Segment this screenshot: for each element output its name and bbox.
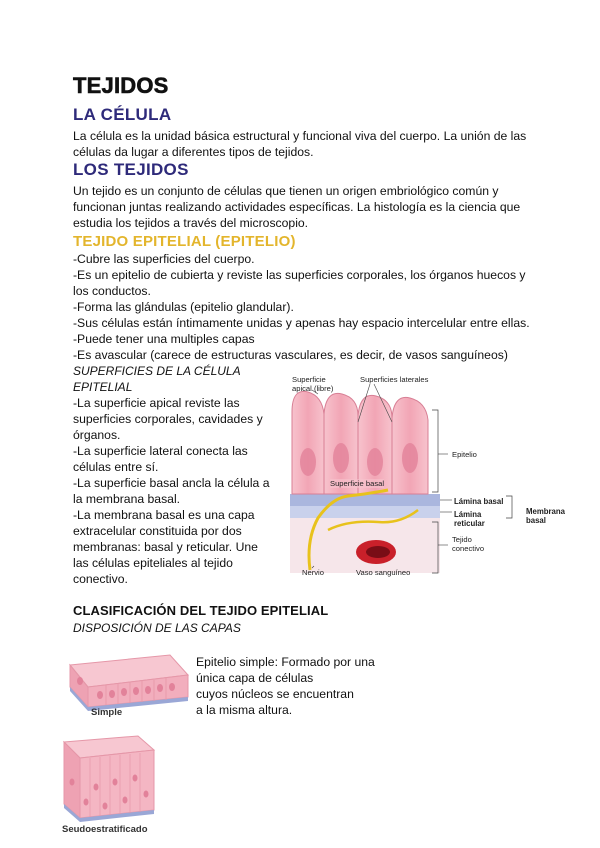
superficies-line-9: extracelular constituida por dos [73, 524, 242, 538]
section-heading-tejidos: LOS TEJIDOS [73, 160, 189, 179]
simple-line-3: cuyos núcleos se encuentran [196, 687, 354, 701]
pseudostratified-epithelium-illustration [58, 732, 158, 824]
epitelio-line-5: -Sus células están íntimamente unidas y apenas hay espacio intercelular entre ellas. [73, 316, 530, 330]
simple-epithelium-illustration [60, 645, 190, 723]
epitelio-line-7: -Es avascular (carece de estructuras vasculares, es decir, de vasos sanguíneos) [73, 348, 508, 362]
superficies-line-5: células entre sí. [73, 460, 159, 474]
label-vaso-sanguineo: Vaso sanguíneo [356, 568, 411, 577]
basal-lamina [290, 494, 440, 506]
superficies-line-12: conectivo. [73, 572, 128, 586]
celula-line-1: La célula es la unidad básica estructural y funcional viva del cuerpo. La unión de las [73, 129, 527, 143]
celula-line-2: células da lugar a diferentes tipos de tejidos. [73, 145, 314, 159]
section-heading-epitelio: TEJIDO EPITELIAL (EPITELIO) [73, 233, 296, 250]
reticular-lamina [290, 506, 440, 518]
pseudostratified-caption: Seudoestratificado [62, 824, 148, 835]
superficies-line-4: -La superficie lateral conecta las [73, 444, 248, 458]
simple-line-4: a la misma altura. [196, 703, 293, 717]
label-lamina-reticular-2: reticular [454, 519, 485, 528]
label-membrana-2: basal [526, 516, 546, 525]
clasificacion-heading: CLASIFICACIÓN DEL TEJIDO EPITELIAL [73, 603, 329, 618]
label-tejido-2: conectivo [452, 544, 485, 553]
superficies-line-8: -La membrana basal es una capa [73, 508, 255, 522]
label-epitelio: Epitelio [452, 450, 477, 459]
epithelial-cell-diagram [288, 370, 578, 585]
superficies-line-11: las células epiteliales al tejido [73, 556, 233, 570]
superficies-line-10: membranas: basal y reticular. Une [73, 540, 258, 554]
clasificacion-subheading: DISPOSICIÓN DE LAS CAPAS [73, 621, 241, 635]
label-superficie-basal: Superficie basal [330, 479, 385, 488]
label-apical-1: Superficie [292, 375, 326, 384]
simple-line-1: Epitelio simple: Formado por una [196, 655, 375, 669]
superficies-heading-2: EPITELIAL [73, 380, 133, 394]
simple-caption: Simple [91, 707, 123, 718]
label-tejido-1: Tejido [452, 535, 472, 544]
tejidos-line-1: Un tejido es un conjunto de células que tienen un origen embriológico común y [73, 184, 499, 198]
label-superficies-laterales: Superficies laterales [360, 375, 429, 384]
superficies-line-6: -La superficie basal ancla la célula a [73, 476, 270, 490]
simple-line-2: única capa de células [196, 671, 314, 685]
label-nervio: Nervio [302, 568, 324, 577]
label-apical-2: apical (libre) [292, 384, 334, 393]
superficies-line-3: órganos. [73, 428, 121, 442]
superficies-line-7: la membrana basal. [73, 492, 181, 506]
label-lamina-basal: Lámina basal [454, 497, 504, 506]
superficies-line-2: superficies corporales, cavidades y [73, 412, 263, 426]
epitelio-line-6: -Puede tener una multiples capas [73, 332, 255, 346]
page-title: TEJIDOS [73, 73, 169, 98]
superficies-line-1: -La superficie apical reviste las [73, 396, 240, 410]
epitelio-line-1: -Cubre las superficies del cuerpo. [73, 252, 255, 266]
epitelio-line-2: -Es un epitelio de cubierta y reviste las superficies corporales, los órganos huecos y [73, 268, 526, 282]
tejidos-line-3: estudia los tejidos a través del microscopio. [73, 216, 309, 230]
label-lamina-reticular-1: Lámina [454, 510, 482, 519]
epitelio-line-3: los conductos. [73, 284, 151, 298]
superficies-heading-1: SUPERFICIES DE LA CÉLULA [73, 364, 241, 378]
section-heading-celula: LA CÉLULA [73, 105, 172, 124]
label-membrana-1: Membrana [526, 507, 565, 516]
tejidos-line-2: funcionan juntas realizando actividades específicas. La histología es la ciencia que [73, 200, 521, 214]
epitelio-line-4: -Forma las glándulas (epitelio glandular). [73, 300, 294, 314]
